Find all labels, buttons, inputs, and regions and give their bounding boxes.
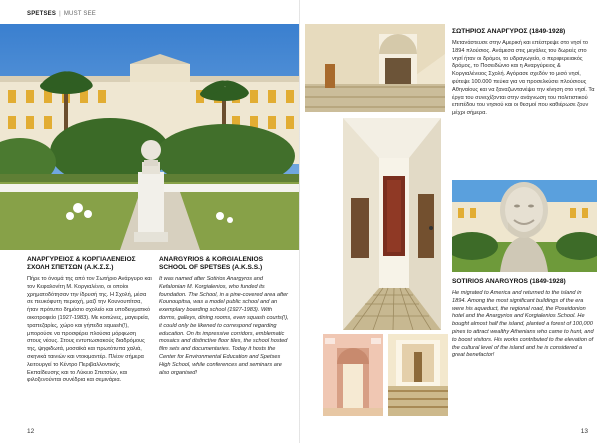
page-number-left: 12	[27, 428, 35, 435]
school-photo-graphic	[0, 24, 300, 250]
page-number-right: 13	[580, 428, 588, 435]
school-photo	[0, 24, 300, 250]
running-header	[27, 11, 96, 17]
arches-photo-graphic	[305, 24, 445, 112]
mosaic-photo	[388, 334, 448, 416]
header-brand: SPETSES	[27, 11, 57, 17]
greek-box-title: ΣΩΤΗΡΙΟΣ ΑΝΑΡΓΥΡΟΣ (1849-1928)	[452, 28, 566, 35]
greek-box-body: Μετανάστευσε στην Αμερική και επέστρεψε στο νησί το 1894 πλούσιος. Ανάμεσα στις μεγάλες του δωρεές στο νησί ήταν οι δρόμοι, το υδραγωγείο, ο περιφερειακός δρόμος, το Ποσειδώνιο και η Αναργύρειος & Κοργιαλένειος Σχολή. Αγόρασε σχεδόν το μισό νησί, φύτεψε 100.000 πεύκα για να προσελκύσει πλούσιους Αθηναίους και να ξαναζωντανέψει την κίνηση στο νησί. Τα έργα του συνεχίζονται στην ανάγνωση του πολιτιστικού επιπέδου του νησιού και οι θεσμοί που καθιέρωσε ζουν μέχρι σήμερα.	[452, 40, 595, 117]
corridor-photo	[343, 118, 441, 330]
header-section: MUST SEE	[63, 11, 97, 17]
greek-body: Πήρε το όνομά της από τον Σωτήριο Ανάργυρο και τον Κεφαλονίτη Μ. Κοργιαλένιο, οι οποίοι χρηματοδότησαν την ίδρυσή της. Η Σχολή, μέσα σε πευκόφυτη περιοχή, μαζί την Κουνουπίτσα, ήταν πρότυπο δημόσιο σχολείο και υποδειγματικό οικοτροφείο (1927-1983). Με κοιτώνες, μαγειρεία, τραπεζαρίες, χώρο και γήπεδα squash(!), μπορούσε να προσφέρει πλούσια μόρφωση στους νέους. Στους εντυπωσιακούς διαδρόμους της, ψηφιδωτά, μοσαϊκά και πρωτότυπα χαλιά, σκηνικά ταινιών και ντοκιμαντέρ. Πλέον σήμερα λειτουργεί το Κέντρο Περιβαλλοντικής Εκπαίδευσης και το Λύκειο Σπετσών, και φιλοξενούνται συνέδρια και σεμινάρια.	[27, 276, 152, 384]
right-page	[300, 0, 600, 443]
english-title: ANARGYRIOS & KORGIALENIOS SCHOOL OF SPETSES (A.K.S.S.)	[159, 256, 264, 271]
bust-photo	[452, 180, 597, 272]
mosaic-photo-graphic	[388, 334, 448, 416]
greek-column	[27, 256, 152, 385]
doorway-photo	[323, 334, 383, 416]
bust-photo-graphic	[452, 180, 597, 272]
english-box-body: He migrated to America and returned to the island in 1894. Among the most significant buildings of the era were his aqueduct, the regional road, the Poseidonion hotel and the Anargyrios and Korgialenios School. He bought almost half the island, planted a forest of 100,000 pines to attract wealthy Athenians who came to hunt, and to boost visitors. His works contributed to the elevation of the cultural level of the island and he is considered a great benefactor!	[452, 290, 594, 359]
english-body: It was named after Sotirios Anargyros and Kefalonian M. Korgialenios, who funded its foundation. The School, in a pine-covered area after Kounoupitsa, was a model public school and an exemplary boarding school (1927-1983). With dorms, galleys, dining rooms, even squash courts(!), it could only be likened to correspond regarding education. On its impressive corridors, emblematic mosaics and distinctive floor tiles, the school hosted film sets and documentaries. Today it hosts the Center for Environmental Education and Spetses High School, while conferences and seminars are also organised!	[159, 276, 289, 376]
greek-title: ΑΝΑΡΓΥΡΕΙΟΣ & ΚΟΡΓΙΑΛΕΝΕΙΟΣ ΣΧΟΛΗ ΣΠΕΤΣΩΝ (Α.Κ.Σ.Σ.)	[27, 256, 136, 271]
arches-photo	[305, 24, 445, 112]
doorway-photo-graphic	[323, 334, 383, 416]
corridor-photo-graphic	[343, 118, 441, 330]
english-column	[159, 256, 289, 377]
english-box-title: SOTIRIOS ANARGYROS (1849-1928)	[452, 278, 566, 285]
header-separator: |	[59, 11, 61, 17]
